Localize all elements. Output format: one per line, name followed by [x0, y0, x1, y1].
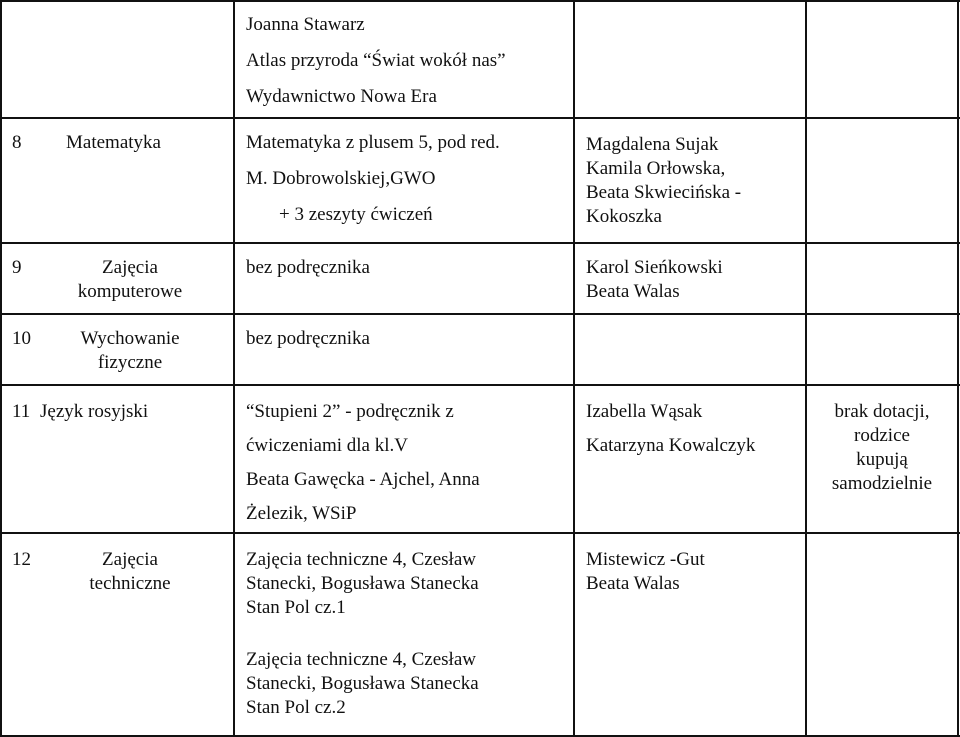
row-divider: [0, 313, 960, 315]
row-divider: [0, 0, 960, 2]
book-cell-line: Stan Pol cz.1: [246, 597, 346, 618]
author-line: Beata Walas: [586, 281, 680, 302]
author-line: Mistewicz -Gut: [586, 549, 705, 570]
column-divider: [957, 0, 959, 737]
note-line: rodzice: [854, 425, 910, 446]
subject-name: Wychowanie: [80, 328, 180, 349]
note-line: kupują: [856, 449, 908, 470]
book-cell-line: Beata Gawęcka - Ajchel, Anna: [246, 469, 480, 490]
book-cell-line: Stan Pol cz.2: [246, 697, 346, 718]
column-divider: [573, 0, 575, 737]
author-line: Kokoszka: [586, 206, 662, 227]
book-cell-line: Joanna Stawarz: [246, 14, 365, 35]
book-cell-line: ćwiczeniami dla kl.V: [246, 435, 408, 456]
book-cell-line: Stanecki, Bogusława Stanecka: [246, 573, 479, 594]
row-divider: [0, 242, 960, 244]
row-number: 8: [12, 132, 22, 153]
subject-name: Zajęcia: [102, 549, 158, 570]
column-divider: [805, 0, 807, 737]
subject-name: Zajęcia: [102, 257, 158, 278]
row-divider: [0, 117, 960, 119]
book-cell-line: “Stupieni 2” - podręcznik z: [246, 401, 454, 422]
row-number: 12: [12, 549, 31, 570]
note-line: samodzielnie: [831, 473, 933, 494]
subject-name: komputerowe: [77, 281, 183, 302]
note-line: brak dotacji,: [834, 401, 930, 422]
book-cell-line: Atlas przyroda “Świat wokół nas”: [246, 50, 506, 71]
row-divider: [0, 384, 960, 386]
book-cell-line: M. Dobrowolskiej,GWO: [246, 168, 436, 189]
subject-name: techniczne: [89, 573, 171, 594]
subject-name: Język rosyjski: [40, 401, 149, 422]
book-cell-line: Zajęcia techniczne 4, Czesław: [246, 549, 476, 570]
row-number: 9: [12, 257, 22, 278]
author-line: Karol Sieńkowski: [586, 257, 723, 278]
book-cell-line: bez podręcznika: [246, 328, 370, 349]
author-line: Magdalena Sujak: [586, 134, 719, 155]
book-cell-line: Zajęcia techniczne 4, Czesław: [246, 649, 476, 670]
subject-name: fizyczne: [97, 352, 163, 373]
subject-name: Matematyka: [66, 132, 161, 153]
book-cell-line: bez podręcznika: [246, 257, 370, 278]
row-number: 11: [12, 401, 31, 422]
book-cell-line: + 3 zeszyty ćwiczeń: [279, 204, 433, 225]
author-line: Beata Walas: [586, 573, 680, 594]
author-line: Kamila Orłowska,: [586, 158, 726, 179]
author-line: Izabella Wąsak: [586, 401, 703, 422]
book-cell-line: Stanecki, Bogusława Stanecka: [246, 673, 479, 694]
author-line: Beata Skwiecińska -: [586, 182, 742, 203]
book-cell-line: Żelezik, WSiP: [246, 503, 357, 524]
column-divider: [0, 0, 2, 737]
row-divider: [0, 532, 960, 534]
book-cell-line: Wydawnictwo Nowa Era: [246, 86, 437, 107]
book-cell-line: Matematyka z plusem 5, pod red.: [246, 132, 500, 153]
column-divider: [233, 0, 235, 737]
author-line: Katarzyna Kowalczyk: [586, 435, 756, 456]
row-number: 10: [12, 328, 31, 349]
